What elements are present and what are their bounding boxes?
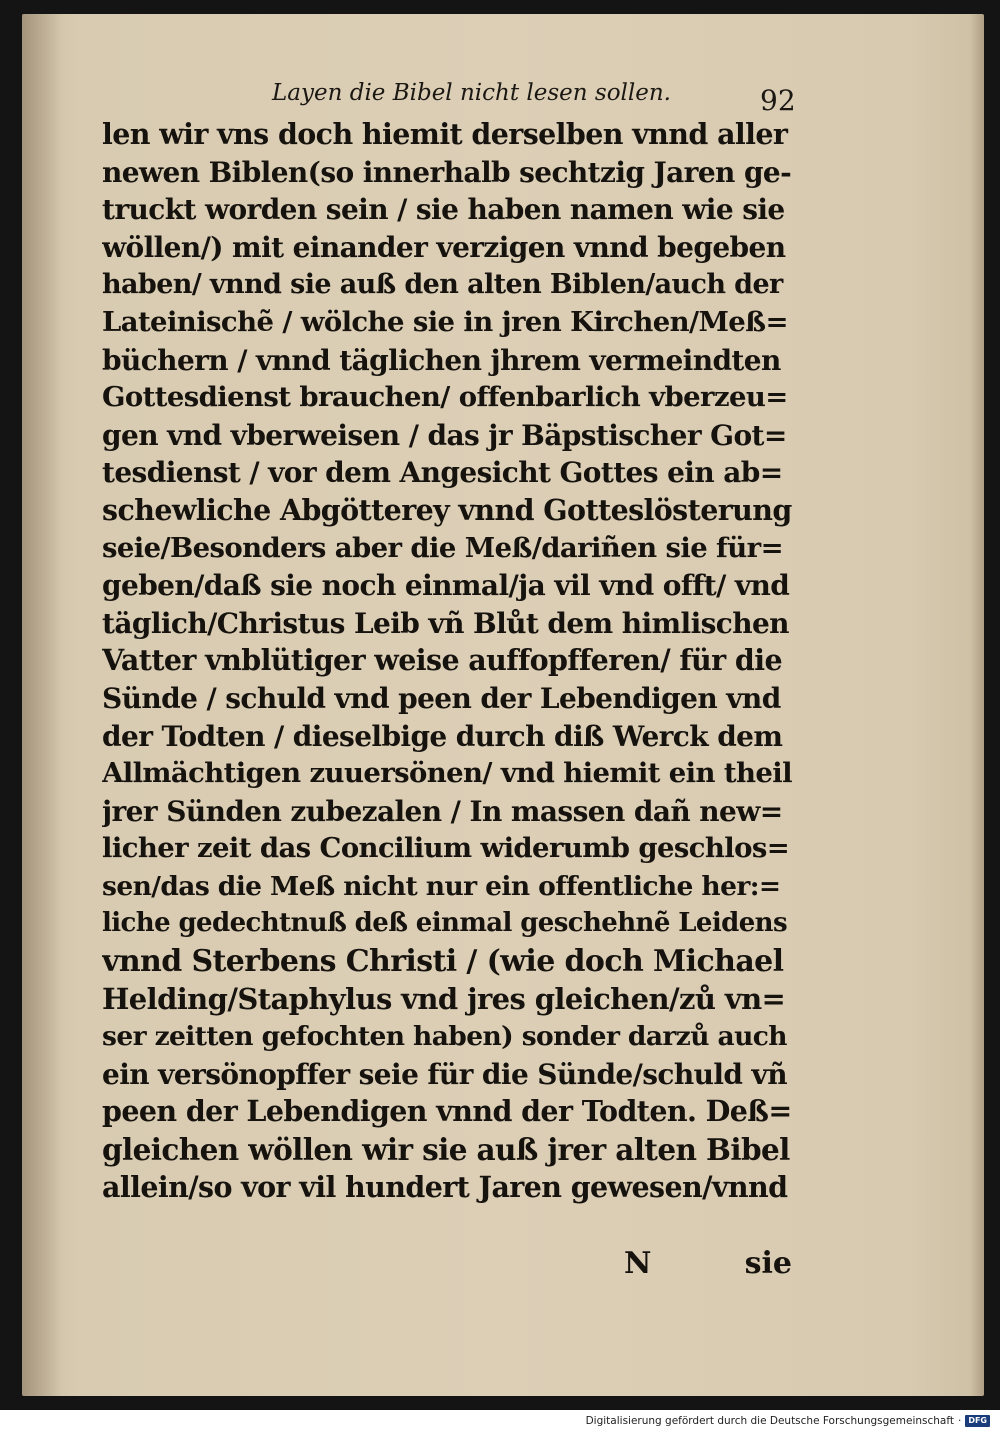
digitization-credit: [586, 1415, 990, 1427]
text-line: tesdienst / vor dem Angesicht Gottes ein ab=: [102, 456, 783, 490]
text-line: jrer Sünden zubezalen / In massen dañ new=: [102, 794, 783, 828]
page-number: 92: [760, 84, 796, 117]
text-line: Gottesdienst brauchen/ offenbarlich vberzeu=: [102, 381, 788, 414]
text-line: liche gedechtnuß deß einmal geschehnẽ Leidens: [102, 908, 788, 939]
page-edge: [970, 14, 984, 1396]
text-line: ser zeitten gefochten haben) sonder darzů auch: [102, 1021, 787, 1053]
text-line: gen vnd vberweisen / das jr Bäpstischer Got=: [102, 418, 787, 452]
body-text: [102, 116, 792, 1206]
text-line: der Todten / dieselbige durch diß Werck dem: [102, 719, 783, 753]
signature-mark: N: [624, 1246, 652, 1281]
text-line: vnnd Sterbens Christi / (wie doch Michael: [102, 944, 784, 980]
text-line: Sünde / schuld vnd peen der Lebendigen vnd: [102, 681, 781, 715]
text-line: Helding/Staphylus vnd jres gleichen/zů vn=: [102, 981, 786, 1016]
text-line: Vatter vnblütiger weise auffopfferen/ für die: [102, 643, 783, 678]
text-line: peen der Lebendigen vnnd der Todten. Deß=: [102, 1094, 792, 1129]
text-line: licher zeit das Concilium widerumb geschlos=: [102, 832, 790, 865]
text-line: truckt worden sein / sie haben namen wie sie: [102, 193, 785, 227]
book-page: [22, 14, 984, 1396]
catchword: sie: [744, 1246, 792, 1281]
spine-shadow: [22, 14, 62, 1396]
text-line: gleichen wöllen wir sie auß jrer alten Bibel: [102, 1132, 790, 1168]
text-line: newen Biblen(so innerhalb sechtzig Jaren ge-: [102, 155, 792, 189]
credit-text: Digitalisierung gefördert durch die Deutsche Forschungsgemeinschaft: [585, 1415, 954, 1427]
running-head: Layen die Bibel nicht lesen sollen.: [272, 80, 671, 106]
text-line: büchern / vnnd täglichen jhrem vermeindten: [102, 343, 781, 377]
text-line: täglich/Christus Leib vñ Blůt dem himlischen: [102, 606, 789, 640]
text-line: Lateinischẽ / wölche sie in jren Kirchen/Meß=: [102, 305, 788, 338]
text-line: sen/das die Meß nicht nur ein offentliche her:=: [102, 870, 781, 902]
text-line: len wir vns doch hiemit derselben vnnd aller: [102, 117, 788, 151]
text-line: schewliche Abgötterey vnnd Gotteslösterung: [102, 492, 792, 527]
separator: ·: [957, 1415, 962, 1427]
text-line: haben/ vnnd sie auß den alten Biblen/auch der: [102, 269, 783, 301]
text-line: geben/daß sie noch einmal/ja vil vnd offt/ vnd: [102, 569, 790, 603]
text-line: seie/Besonders aber die Meß/dariñen sie für=: [102, 531, 784, 564]
text-line: Allmächtigen zuuersönen/ vnd hiemit ein theil: [102, 757, 792, 790]
text-line: allein/so vor vil hundert Jaren gewesen/vnnd: [102, 1169, 788, 1204]
text-line: ein versönopffer seie für die Sünde/schuld vñ: [102, 1057, 787, 1091]
dfg-logo-icon: DFG: [965, 1415, 990, 1427]
text-line: wöllen/) mit einander verzigen vnnd begeben: [102, 230, 786, 264]
page-footer-marks: [102, 1246, 792, 1286]
